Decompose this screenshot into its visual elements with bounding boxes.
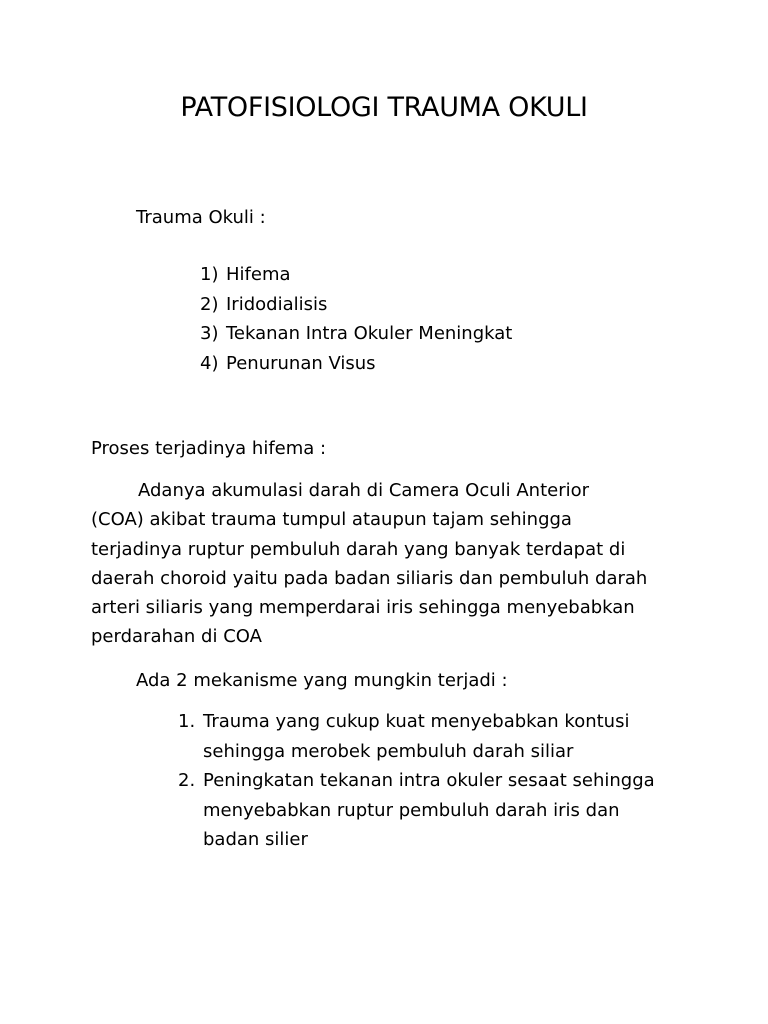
list-number: 1) (200, 264, 219, 285)
list-item-line: sehingga merobek pembuluh darah siliar (203, 740, 574, 762)
paragraph-line: daerah choroid yaitu pada badan siliaris dan pembuluh darah (91, 567, 648, 589)
list-item-text: Iridodialisis (226, 293, 328, 315)
list-item-line: badan silier (203, 829, 308, 850)
list-item-text: Penurunan Visus (226, 352, 376, 374)
list-item-line: Peningkatan tekanan intra okuler sesaat sehingga (203, 770, 655, 791)
list-item (200, 319, 512, 349)
list-item (200, 260, 512, 290)
list-item-text: Hifema (226, 264, 291, 285)
list-number: 3) (200, 323, 219, 344)
list-item (200, 290, 512, 320)
list-item (200, 349, 512, 379)
trauma-okuli-heading: Trauma Okuli : (136, 207, 266, 228)
list-item (178, 766, 655, 855)
trauma-okuli-list (200, 260, 512, 378)
list-item (178, 707, 655, 766)
list-number: 2. (178, 770, 196, 791)
paragraph-line: perdarahan di COA (91, 626, 262, 648)
paragraph-line: Adanya akumulasi darah di Camera Oculi Anterior (138, 480, 590, 501)
hifema-paragraph (91, 476, 691, 652)
list-item-line: Trauma yang cukup kuat menyebabkan kontusi (203, 711, 630, 732)
list-item-line: menyebabkan ruptur pembuluh darah iris dan (203, 799, 620, 821)
paragraph-line: arteri siliaris yang memperdarai iris sehingga menyebabkan (91, 597, 635, 619)
mekanisme-heading: Ada 2 mekanisme yang mungkin terjadi : (136, 670, 508, 691)
mekanisme-list (178, 707, 655, 855)
list-number: 1. (178, 711, 196, 732)
list-number: 2) (200, 293, 219, 315)
proses-hifema-heading: Proses terjadinya hifema : (91, 438, 327, 459)
paragraph-line: (COA) akibat trauma tumpul ataupun tajam sehingga (91, 509, 572, 531)
list-item-text: Tekanan Intra Okuler Meningkat (226, 323, 513, 344)
list-number: 4) (200, 352, 219, 374)
paragraph-line: terjadinya ruptur pembuluh darah yang banyak terdapat di (91, 538, 626, 560)
page-title: PATOFISIOLOGI TRAUMA OKULI (180, 92, 588, 123)
